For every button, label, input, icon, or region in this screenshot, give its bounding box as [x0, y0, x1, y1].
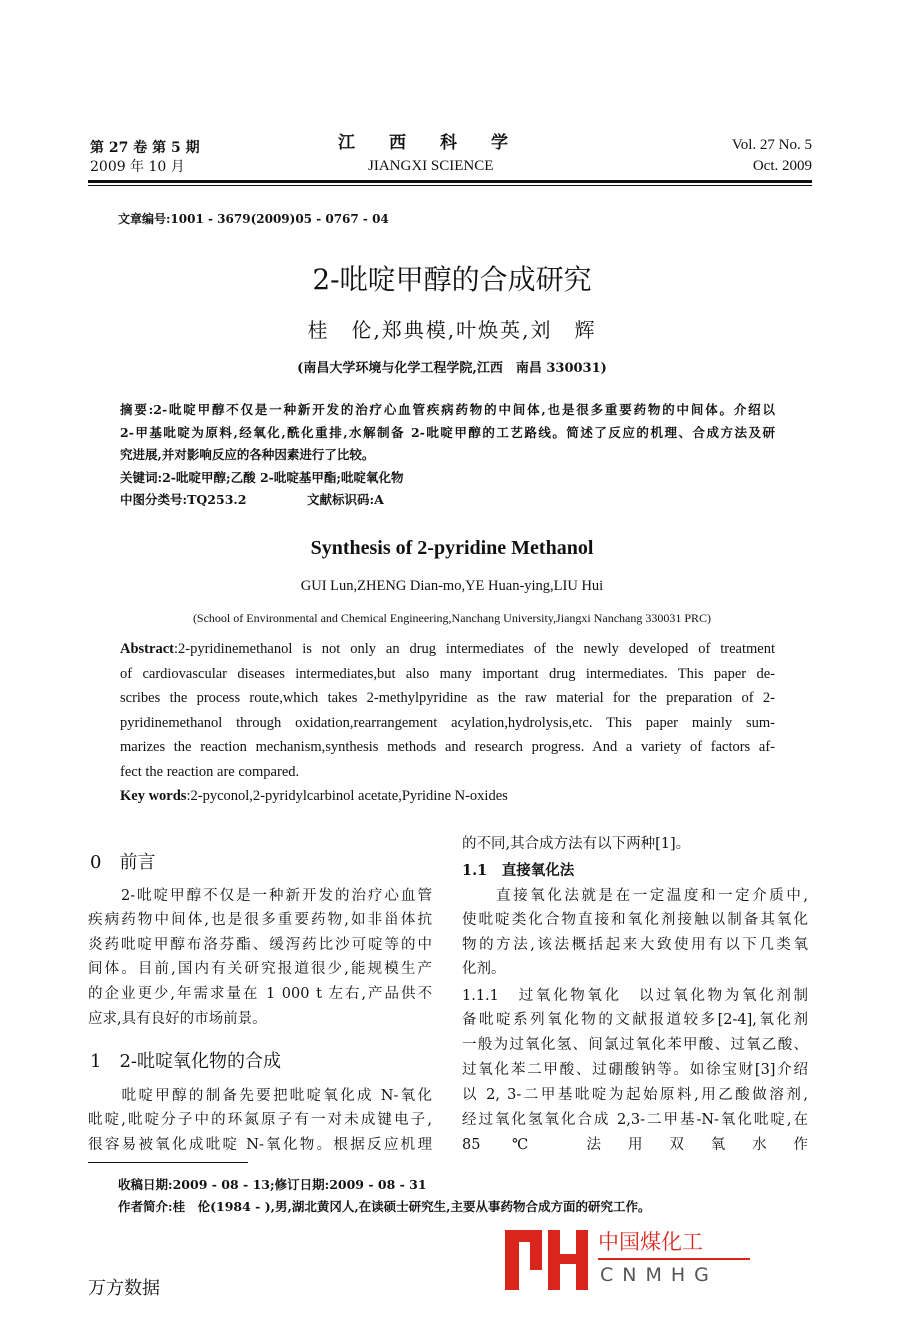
journal-name-en: JIANGXI SCIENCE — [368, 158, 494, 174]
keywords-en — [120, 788, 508, 805]
abstract-en-line: scribes the process route,which takes 2-methylpyridine as the raw material for the preparation of 2- — [120, 690, 775, 706]
body-line: 一般为过氧化氢、间氯过氧化苯甲酸、过氧乙酸、 — [462, 1037, 808, 1053]
subsection-heading-1-1: 1.1 直接氧化法 — [462, 862, 575, 879]
section-heading-0: 0 前言 — [90, 852, 156, 873]
abstract-en-text: :2-pyridinemethanol is not only an drug intermediates of the newly developed of treatment — [173, 641, 775, 657]
abstract-en-line: marizes the reaction mechanism,synthesis methods and research progress. And a variety of factors af- — [120, 739, 775, 755]
footnote-rule — [88, 1162, 248, 1163]
body-line: 2-吡啶甲醇不仅是一种新开发的治疗心血管 — [88, 888, 432, 904]
abstract-en-line: pyridinemethanol through oxidation,rearrangement acylation,hydrolysis,etc. This paper mainly sum- — [120, 715, 775, 731]
body-line: 85 ℃ 法用双氧水作 — [462, 1137, 808, 1153]
body-line: 应求,具有良好的市场前景。 — [88, 1011, 267, 1027]
abstract-cn-line: 2-甲基吡啶为原料,经氧化,酰化重排,水解制备 2-吡啶甲醇的工艺路线。简述了反应的机理、合成方法及研 — [120, 425, 775, 440]
body-line: 直接氧化法就是在一定温度和一定介质中, — [462, 888, 808, 904]
document-code: 文献标识码:A — [307, 492, 384, 507]
watermark-text-cn: 中国煤化工 — [598, 1230, 703, 1254]
author-bio: 作者简介:桂 伦(1984 - ),男,湖北黄冈人,在读硕士研究生,主要从事药物合成方面的研究工作。 — [118, 1199, 651, 1214]
watermark-text-en: CNMHG — [600, 1264, 718, 1286]
body-line: 炎药吡啶甲醇布洛芬酯、缓泻药比沙可啶等的中 — [88, 937, 432, 953]
footer-source: 万方数据 — [88, 1278, 160, 1299]
title-cn: 2-吡啶甲醇的合成研究 — [312, 263, 592, 296]
keywords-en-value: :2-pyconol,2-pyridylcarbinol acetate,Pyridine N-oxides — [186, 788, 508, 804]
abstract-cn-line: 摘要:2-吡啶甲醇不仅是一种新开发的治疗心血管疾病药物的中间体,也是很多重要药物的中间体。介绍以 — [120, 402, 775, 417]
body-line: 很容易被氧化成吡啶 N-氧化物。根据反应机理 — [88, 1137, 432, 1153]
body-line: 以 2, 3-二甲基吡啶为起始原料,用乙酸做溶剂, — [462, 1087, 808, 1103]
body-line: 过氧化苯二甲酸、过硼酸钠等。如徐宝财[3]介绍 — [462, 1062, 808, 1078]
body-line: 使吡啶类化合物直接和氧化剂接触以制备其氧化 — [462, 912, 808, 928]
abstract-en-line — [120, 640, 775, 658]
body-line: 化剂。 — [462, 961, 506, 977]
volume-en: Vol. 27 No. 5 — [731, 137, 812, 153]
header-rule — [88, 180, 812, 183]
section-heading-1: 1 2-吡啶氧化物的合成 — [90, 1051, 281, 1072]
body-line: 疾病药物中间体,也是很多重要药物,如非甾体抗 — [88, 912, 432, 928]
affiliation-en: (School of Environmental and Chemical Engineering,Nanchang University,Jiangxi Nanchang 330031 PRC) — [192, 611, 712, 625]
authors-cn: 桂 伦,郑典模,叶焕英,刘 辉 — [307, 318, 597, 342]
received-date: 收稿日期:2009 - 08 - 13;修订日期:2009 - 08 - 31 — [118, 1177, 427, 1192]
header-rule-thin — [88, 185, 812, 186]
affiliation-cn: (南昌大学环境与化学工程学院,江西 南昌 330031) — [297, 361, 607, 376]
abstract-label: Abstract — [120, 641, 174, 657]
body-line: 的不同,其合成方法有以下两种[1]。 — [462, 836, 691, 852]
volume-cn: 第 27 卷 第 5 期 — [90, 140, 200, 156]
journal-name-cn: 江 西 科 学 — [338, 133, 508, 153]
body-line: 间体。目前,国内有关研究报道很少,能规模生产 — [88, 961, 432, 977]
date-cn: 2009 年 10 月 — [90, 159, 185, 175]
date-en: Oct. 2009 — [752, 158, 812, 174]
abstract-en-line: of cardiovascular diseases intermediates,but also many important drug intermediates. This paper de- — [120, 666, 775, 682]
article-number: 文章编号:1001 - 3679(2009)05 - 0767 - 04 — [118, 212, 389, 226]
body-line: 吡啶甲醇的制备先要把吡啶氧化成 N-氧化 — [88, 1088, 432, 1104]
body-line: 经过氧化氢氧化合成 2,3-二甲基-N-氧化吡啶,在 — [462, 1112, 808, 1128]
clc-number: 中图分类号:TQ253.2 — [120, 492, 247, 507]
body-line: 物的方法,该法概括起来大致使用有以下几类氧 — [462, 937, 808, 953]
body-line: 吡啶,吡啶分子中的环氮原子有一对未成键电子, — [88, 1112, 432, 1128]
abstract-cn-line: 究进展,并对影响反应的各种因素进行了比较。 — [120, 447, 375, 462]
body-line: 备吡啶系列氧化物的文献报道较多[2-4],氧化剂 — [462, 1012, 808, 1028]
title-en: Synthesis of 2-pyridine Methanol — [310, 537, 594, 559]
keywords-en-label: Key words — [120, 788, 187, 804]
authors-en: GUI Lun,ZHENG Dian-mo,YE Huan-ying,LIU Hui — [300, 578, 604, 594]
body-line: 的企业更少,年需求量在 1 000 t 左右,产品供不 — [88, 986, 432, 1002]
keywords-cn: 关键词:2-吡啶甲醇;乙酸 2-吡啶基甲酯;吡啶氧化物 — [120, 470, 404, 485]
body-line: 1.1.1 过氧化物氧化 以过氧化物为氧化剂制 — [462, 988, 808, 1004]
abstract-en-line: fect the reaction are compared. — [120, 764, 300, 780]
